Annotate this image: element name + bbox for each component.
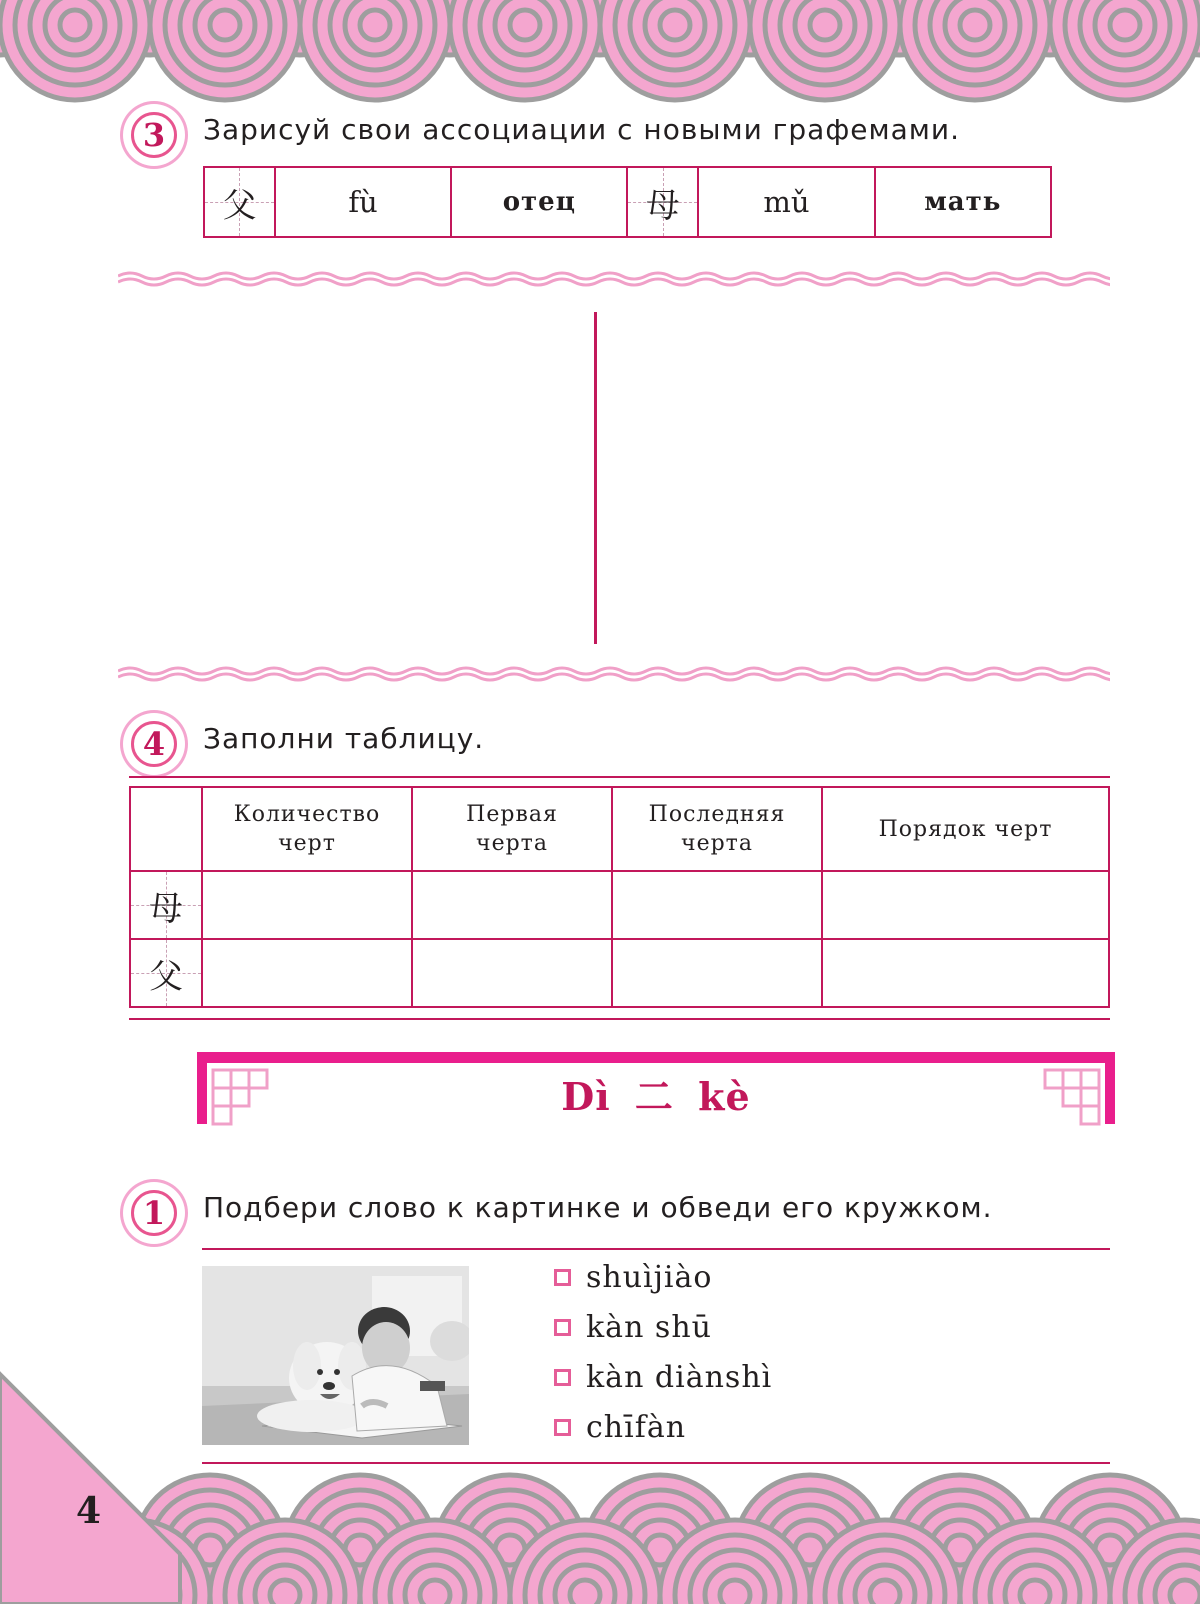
drawing-area-right[interactable] [600, 300, 1105, 650]
cell-fu-last-stroke[interactable] [612, 939, 822, 1007]
bottom-scale-pattern [0, 1370, 1200, 1604]
lesson-title-di: Dì [561, 1074, 611, 1119]
pinyin-fu: fù [275, 167, 451, 237]
option-label-3: kàn diànshì [586, 1360, 773, 1395]
task4-top-rule [129, 776, 1110, 778]
page-number: 4 [76, 1490, 102, 1532]
option-label-4: chīfàn [586, 1410, 687, 1445]
drawing-area-divider [594, 312, 597, 644]
stroke-table-corner [130, 787, 202, 871]
top-scale-pattern [0, 0, 1200, 110]
task-number-badge-4 [127, 717, 181, 771]
pinyin-mu: mǔ [698, 167, 874, 237]
cell-fu-first-stroke[interactable] [412, 939, 612, 1007]
hanzi-cell-mu: 母 [627, 167, 698, 237]
task-number-badge-3 [127, 108, 181, 162]
task-number-4: 4 [131, 721, 177, 767]
option-2[interactable] [554, 1310, 712, 1345]
wavy-divider-bottom [118, 665, 1110, 685]
row-hanzi-mu: 母 [130, 871, 202, 939]
lesson-title [197, 1066, 1115, 1121]
meaning-fu: отец [451, 167, 627, 237]
drawing-area-left[interactable] [120, 300, 590, 650]
new-graphemes-table [203, 166, 1052, 238]
lesson-banner [197, 1052, 1115, 1130]
meaning-mu: мать [875, 167, 1051, 237]
header-first-stroke: Первая черта [412, 787, 612, 871]
hanzi-cell-fu: 父 [204, 167, 275, 237]
task4-bottom-rule [129, 1018, 1110, 1020]
option-checkbox-icon[interactable] [554, 1269, 571, 1286]
lesson-title-ke: kè [698, 1074, 751, 1119]
task1-top-rule [202, 1248, 1110, 1250]
header-stroke-count: Количество черт [202, 787, 412, 871]
cell-mu-first-stroke[interactable] [412, 871, 612, 939]
task-number-badge-1 [127, 1186, 181, 1240]
cell-mu-stroke-order[interactable] [822, 871, 1109, 939]
header-last-stroke: Последняя черта [612, 787, 822, 871]
cell-fu-stroke-order[interactable] [822, 939, 1109, 1007]
cell-mu-last-stroke[interactable] [612, 871, 822, 939]
option-checkbox-icon[interactable] [554, 1319, 571, 1336]
row-hanzi-fu: 父 [130, 939, 202, 1007]
task3-instruction: Зарисуй свои ассоциации с новыми графемами. [203, 113, 960, 146]
option-label-2: kàn shū [586, 1310, 712, 1345]
cell-mu-stroke-count[interactable] [202, 871, 412, 939]
lesson-title-er: 二 [634, 1074, 674, 1119]
task-number-3: 3 [131, 112, 177, 158]
task1-instruction: Подбери слово к картинке и обведи его кружком. [203, 1191, 993, 1224]
task4-instruction: Заполни таблицу. [203, 722, 485, 755]
header-stroke-order: Порядок черт [822, 787, 1109, 871]
cell-fu-stroke-count[interactable] [202, 939, 412, 1007]
option-1[interactable] [554, 1260, 712, 1295]
option-label-1: shuìjiào [586, 1260, 713, 1295]
wavy-divider-top [118, 270, 1110, 290]
task-number-1: 1 [131, 1190, 177, 1236]
banner-top-bar [197, 1052, 1115, 1063]
stroke-table [129, 786, 1110, 1008]
